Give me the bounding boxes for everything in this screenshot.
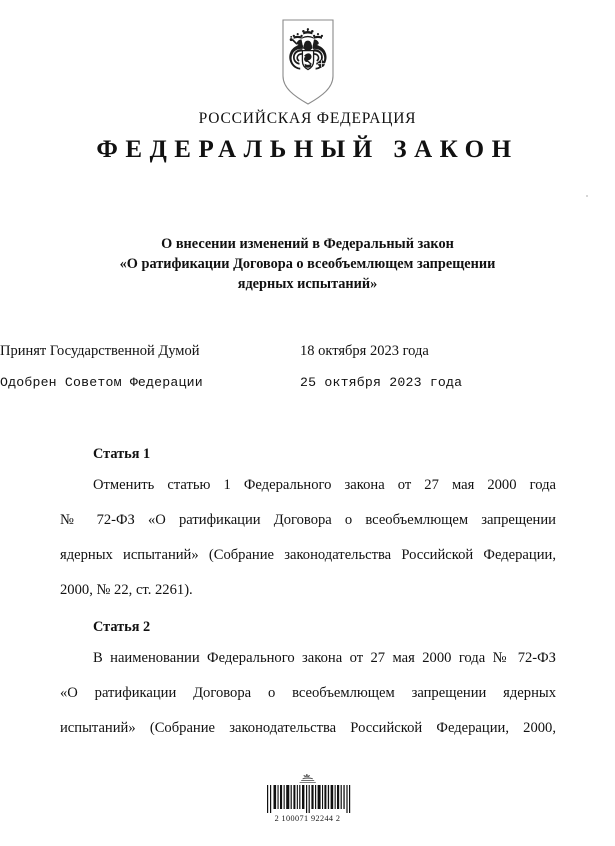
state-duma-date: 18 октября 2023 года bbox=[300, 343, 429, 359]
law-subject-line-3: ядерных испытаний» bbox=[237, 276, 378, 292]
law-type-heading: ФЕДЕРАЛЬНЫЙ ЗАКОН bbox=[96, 136, 519, 163]
law-subject-title bbox=[70, 234, 545, 294]
article-2-line-2: «О ратификации Договора о всеобъемлющем запрещении ядерных bbox=[60, 685, 556, 701]
article-1-body bbox=[60, 468, 556, 608]
publisher-mark-icon bbox=[295, 773, 321, 784]
barcode-digits: 2 100071 92244 2 bbox=[274, 814, 341, 823]
article-1-line-3: ядерных испытаний» (Собрание законодательства Российской Федерации, bbox=[60, 547, 556, 563]
article-1-heading: Статья 1 bbox=[93, 446, 151, 462]
article-2-line-1: В наименовании Федерального закона от 27 мая 2000 года № 72-ФЗ bbox=[93, 650, 556, 666]
coat-of-arms-container bbox=[0, 18, 615, 106]
article-2-line-3: испытаний» (Собрание законодательства Российской Федерации, 2000, bbox=[60, 720, 556, 736]
article-2-body bbox=[60, 641, 556, 746]
russian-federation-coat-of-arms-icon bbox=[280, 18, 336, 106]
article-1-line-2: № 72-ФЗ «О ратификации Договора о всеобъемлющем запрещении bbox=[60, 512, 556, 528]
federation-council-date: 25 октября 2023 года bbox=[300, 375, 463, 390]
scan-artifact-speck bbox=[586, 195, 588, 197]
country-heading: РОССИЙСКАЯ ФЕДЕРАЦИЯ bbox=[198, 110, 417, 127]
article-1-line-1: Отменить статью 1 Федерального закона от 27 мая 2000 года bbox=[93, 477, 556, 493]
federation-council-label: Одобрен Советом Федерации bbox=[0, 375, 203, 390]
adoption-row-federation-council bbox=[0, 375, 495, 390]
article-2-heading: Статья 2 bbox=[93, 619, 151, 635]
barcode-block bbox=[0, 773, 615, 823]
barcode-bars bbox=[265, 785, 351, 813]
adoption-row-state-duma bbox=[0, 343, 495, 360]
article-1-line-4: 2000, № 22, ст. 2261). bbox=[60, 582, 193, 598]
law-subject-line-2: «О ратификации Договора о всеобъемлющем запрещении bbox=[119, 256, 496, 272]
state-duma-label: Принят Государственной Думой bbox=[0, 343, 200, 359]
law-subject-line-1: О внесении изменений в Федеральный закон bbox=[161, 236, 454, 252]
